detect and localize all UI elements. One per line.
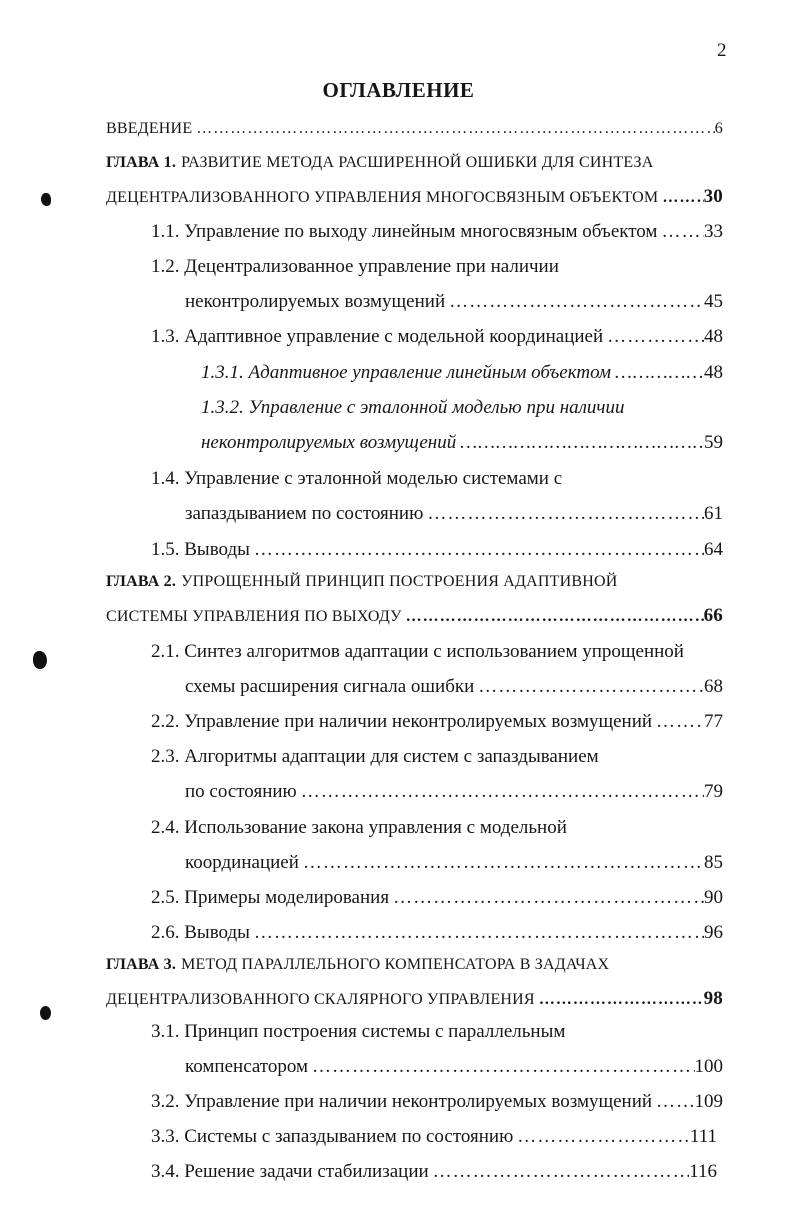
toc-leader: [603, 322, 704, 352]
toc-section-3-3[interactable]: [151, 1122, 717, 1152]
toc-entry-text: РАЗВИТИЕ МЕТОДА РАСШИРЕННОЙ ОШИБКИ ДЛЯ СИНТЕЗА: [181, 154, 654, 171]
toc-leader: [297, 777, 704, 807]
toc-section-2-5[interactable]: [151, 883, 723, 913]
toc-leader: [389, 883, 704, 913]
binding-hole-mark: [41, 193, 51, 206]
toc-entry-text: 1.1. Управление по выходу линейным многосвязным объектом: [151, 221, 658, 242]
toc-entry-text: компенсатором: [185, 1056, 309, 1077]
toc-entry-text: координацией: [185, 852, 299, 873]
toc-entry-text: 3.2. Управление при наличии неконтролируемых возмущений: [151, 1091, 653, 1112]
toc-page-number: 6: [714, 120, 723, 137]
toc-leader: [513, 1122, 690, 1152]
toc-subsection-1-3-2[interactable]: [201, 393, 723, 423]
toc-leader: [657, 217, 704, 247]
toc-section-2-3-cont[interactable]: [185, 777, 723, 807]
toc-leader: [250, 535, 704, 565]
toc-subsection-1-3-2-cont[interactable]: [201, 428, 723, 458]
toc-entry-text: ВВЕДЕНИЕ: [106, 120, 193, 137]
toc-page-number: 61: [704, 503, 723, 524]
toc-entry-text: ДЕЦЕНТРАЛИЗОВАННОГО СКАЛЯРНОГО УПРАВЛЕНИЯ: [106, 991, 535, 1008]
toc-page-number: 68: [704, 676, 723, 697]
toc-page-number: 109: [694, 1091, 723, 1112]
toc-section-2-4[interactable]: [151, 813, 723, 843]
toc-section-1-5[interactable]: [151, 535, 723, 565]
toc-section-1-4-cont[interactable]: [185, 499, 723, 529]
toc-entry-text: ДЕЦЕНТРАЛИЗОВАННОГО УПРАВЛЕНИЯ МНОГОСВЯЗНЫМ ОБЪЕКТОМ: [106, 189, 659, 206]
binding-hole-mark: [33, 651, 47, 669]
toc-leader: [250, 918, 704, 948]
toc-leader: [429, 1157, 690, 1187]
toc-entry-text: 1.5. Выводы: [151, 539, 250, 560]
toc-entry-text: 1.3. Адаптивное управление с модельной координацией: [151, 326, 604, 347]
toc-chapter-3-heading-cont[interactable]: [106, 984, 723, 1014]
toc-entry-text: 1.4. Управление с эталонной моделью системами с: [151, 468, 563, 489]
toc-leader: [474, 672, 704, 702]
toc-entry-text: по состоянию: [185, 781, 297, 802]
toc-entry-text: 2.6. Выводы: [151, 922, 250, 943]
toc-subsection-1-3-1[interactable]: [201, 358, 723, 388]
toc-section-1-2[interactable]: [151, 252, 723, 282]
toc-entry-text: 2.5. Примеры моделирования: [151, 887, 390, 908]
toc-entry-text: неконтролируемых возмущений: [185, 291, 446, 312]
toc-page-number: 90: [704, 887, 723, 908]
toc-leader: [652, 707, 704, 737]
toc-page-number: 64: [704, 539, 723, 560]
toc-page-number: 48: [704, 362, 723, 383]
toc-page-number: 96: [704, 922, 723, 943]
toc-entry-text: 3.1. Принцип построения системы с параллельным: [151, 1021, 566, 1042]
toc-page-number: 30: [703, 186, 723, 207]
toc-chapter-2-heading[interactable]: [106, 567, 746, 597]
toc-leader: [192, 114, 715, 144]
toc-entry-text: 3.4. Решение задачи стабилизации: [151, 1161, 429, 1182]
toc-section-1-3[interactable]: [151, 322, 723, 352]
toc-entry-text: 2.1. Синтез алгоритмов адаптации с использованием упрощенной: [151, 641, 684, 662]
toc-entry-text: 2.2. Управление при наличии неконтролируемых возмущений: [151, 711, 653, 732]
toc-section-2-6[interactable]: [151, 918, 723, 948]
toc-page-number: 85: [704, 852, 723, 873]
toc-chapter-1-heading-cont[interactable]: [106, 182, 723, 212]
toc-entry-introduction[interactable]: [106, 114, 723, 144]
toc-leader: [402, 602, 704, 631]
toc-section-3-2[interactable]: [151, 1087, 723, 1117]
toc-leader: [535, 985, 704, 1014]
toc-section-1-4[interactable]: [151, 464, 723, 494]
toc-entry-text: 3.3. Системы с запаздыванием по состоянию: [151, 1126, 514, 1147]
toc-section-2-4-cont[interactable]: [185, 848, 723, 878]
toc-chapter-prefix: ГЛАВА 1.: [106, 154, 177, 171]
toc-page-number: 79: [704, 781, 723, 802]
toc-leader: [423, 499, 704, 529]
toc-chapter-2-heading-cont[interactable]: [106, 601, 723, 631]
toc-leader: [658, 183, 703, 212]
toc-page-number: 48: [704, 326, 723, 347]
toc-section-2-1-cont[interactable]: [185, 672, 723, 702]
toc-section-3-1[interactable]: [151, 1017, 723, 1047]
toc-leader: [299, 848, 704, 878]
toc-page-number: 59: [704, 432, 723, 453]
toc-entry-text: СИСТЕМЫ УПРАВЛЕНИЯ ПО ВЫХОДУ: [106, 608, 402, 625]
toc-section-1-2-cont[interactable]: [185, 287, 723, 317]
toc-leader: [652, 1087, 694, 1117]
page-title: ОГЛАВЛЕНИЕ: [322, 78, 475, 102]
toc-page-number: 77: [704, 711, 723, 732]
toc-leader: [308, 1052, 694, 1082]
page-number: 2: [717, 40, 727, 61]
toc-page-number: 100: [694, 1056, 723, 1077]
binding-hole-mark: [40, 1006, 51, 1020]
toc-entry-text: 2.3. Алгоритмы адаптации для систем с запаздыванием: [151, 746, 599, 767]
toc-leader: [445, 287, 704, 317]
toc-section-2-1[interactable]: [151, 637, 723, 667]
toc-page-number: 66: [703, 605, 723, 626]
toc-chapter-3-heading[interactable]: [106, 950, 746, 980]
toc-section-3-4[interactable]: [151, 1157, 717, 1187]
toc-chapter-prefix: ГЛАВА 2.: [106, 573, 177, 590]
toc-section-2-2[interactable]: [151, 707, 723, 737]
toc-section-3-1-cont[interactable]: [185, 1052, 723, 1082]
toc-entry-text: 1.3.1. Адаптивное управление линейным объектом: [201, 362, 611, 383]
toc-chapter-prefix: ГЛАВА 3.: [106, 956, 177, 973]
toc-page-number: 33: [704, 221, 723, 242]
toc-chapter-1-heading[interactable]: [106, 148, 746, 178]
toc-entry-text: 2.4. Использование закона управления с модельной: [151, 817, 567, 838]
toc-entry-text: 1.2. Децентрализованное управление при наличии: [151, 256, 559, 277]
toc-section-2-3[interactable]: [151, 742, 723, 772]
toc-entry-text: МЕТОД ПАРАЛЛЕЛЬНОГО КОМПЕНСАТОРА В ЗАДАЧАХ: [181, 956, 610, 973]
toc-entry-text: УПРОЩЕННЫЙ ПРИНЦИП ПОСТРОЕНИЯ АДАПТИВНОЙ: [181, 573, 618, 590]
toc-section-1-1[interactable]: [151, 217, 723, 247]
toc-page-number: 111: [689, 1126, 717, 1147]
toc-page-number: 116: [689, 1161, 717, 1182]
toc-page-number: 45: [704, 291, 723, 312]
toc-entry-text: неконтролируемых возмущений: [201, 432, 457, 453]
toc-page-number: 98: [703, 988, 723, 1009]
toc-leader: [611, 358, 704, 388]
toc-entry-text: запаздыванием по состоянию: [185, 503, 424, 524]
toc-entry-text: схемы расширения сигнала ошибки: [185, 676, 475, 697]
toc-entry-text: 1.3.2. Управление с эталонной моделью при наличии: [201, 397, 625, 418]
toc-leader: [456, 428, 704, 458]
